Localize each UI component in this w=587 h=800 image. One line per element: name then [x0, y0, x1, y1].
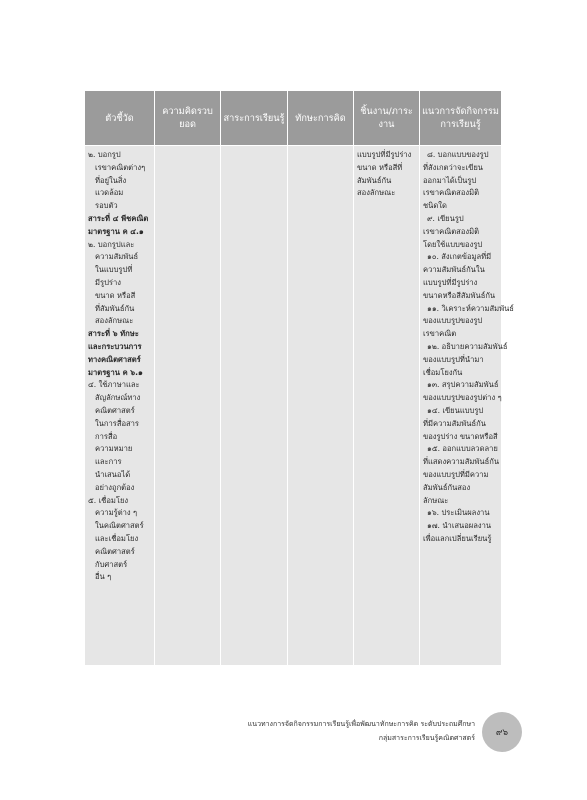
indicator-line: นำเสนอได้: [95, 469, 131, 479]
workpiece-line: ขนาด หรือสีที่: [357, 162, 403, 172]
activity-line: เชื่อมโยงกัน: [423, 367, 463, 377]
footer-book-title: แนวทางการจัดกิจกรรมการเรียนรู้เพื่อพัฒนาทักษะการคิด ระดับประถมศึกษา: [247, 720, 475, 728]
page-number: ๙๖: [495, 728, 509, 738]
indicator-line: ทางคณิตศาสตร์: [88, 354, 141, 364]
activity-line: เรขาคณิตสองมิติ: [423, 188, 480, 198]
activity-line: เรขาคณิตสองมิติ: [423, 226, 480, 236]
activity-line: ๑๐. สังเกตข้อมูลที่มี: [427, 252, 492, 262]
workpiece-line: แบบรูปที่มีรูปร่าง: [357, 150, 412, 159]
indicator-line: ความรู้ต่าง ๆ: [95, 508, 138, 518]
table-header-row: [85, 91, 502, 146]
indicator-line: ที่อยู่ในสิ่ง: [95, 175, 127, 185]
activity-line: เรขาคณิต: [423, 329, 457, 339]
header-thinking-skill: ทักษะการคิด: [288, 91, 354, 146]
indicator-line: การสื่อ: [95, 431, 118, 441]
activity-line: ความสัมพันธ์กันใน: [423, 265, 485, 275]
indicator-line: อื่น ๆ: [95, 572, 112, 582]
indicator-line: เรขาคณิตต่างๆ: [95, 162, 146, 172]
activities-cell: [420, 146, 514, 666]
activity-line: ลักษณะ: [423, 495, 449, 505]
activity-line: ๑๕. ออกแบบลวดลาย: [427, 444, 498, 454]
activity-line: ๑๖. ประเมินผลงาน: [427, 508, 490, 518]
indicator-line: ที่สัมพันธ์กัน: [95, 303, 135, 313]
activity-line: ของแบบรูปของรูป: [423, 316, 483, 326]
activity-line: ของรูปร่าง ขนาดหรือสี: [423, 431, 498, 441]
indicator-line: คณิตศาสตร์: [95, 405, 135, 415]
indicator-line: ในแบบรูปที่: [95, 265, 133, 275]
indicator-line: รอบตัว: [95, 201, 118, 211]
activity-line: ขนาดหรือสีสัมพันธ์กัน: [423, 290, 496, 300]
header-workpiece: ชิ้นงาน/ภาระงาน: [354, 91, 420, 146]
indicator-line: สาระที่ ๖ ทักษะ: [88, 329, 139, 339]
activity-line: ของแบบรูปที่มีความ: [423, 469, 489, 479]
indicator-line: กับศาสตร์: [95, 559, 128, 569]
indicator-line: สาระที่ ๔ พีชคณิต: [88, 213, 149, 223]
table-row: [85, 146, 502, 666]
activity-line: เพื่อแลกเปลี่ยนเรียนรู้: [423, 533, 492, 543]
activity-line: ๑๒. อธิบายความสัมพันธ์: [427, 341, 508, 351]
activity-line: ออกมาได้เป็นรูป: [423, 175, 477, 185]
activity-line: โดยใช้แบบของรูป: [423, 239, 483, 249]
page-number-badge: [482, 712, 522, 752]
header-concept: ความคิดรวบยอด: [155, 91, 221, 146]
indicator-line: และเชื่อมโยง: [95, 533, 139, 543]
activity-line: ที่สังเกตว่าจะเขียน: [423, 162, 483, 172]
indicator-line: มาตรฐาน ค ๔.๑: [88, 226, 144, 236]
activity-line: ๑๑. วิเคราะห์ความสัมพันธ์: [427, 303, 514, 313]
indicator-line: ๕. เชื่อมโยง: [88, 495, 129, 505]
activity-line: ๑๗. นำเสนอผลงาน: [427, 521, 492, 531]
indicator-line: มาตรฐาน ค ๖.๑: [88, 367, 143, 377]
indicator-line: และกระบวนการ: [88, 341, 142, 351]
activity-line: สัมพันธ์กันสอง: [423, 482, 471, 492]
activity-line: ๑๔. เขียนแบบรูป: [427, 405, 484, 415]
header-content: สาระการเรียนรู้: [221, 91, 288, 146]
indicator-line: ความสัมพันธ์: [95, 252, 139, 262]
workpiece-line: สัมพันธ์กัน: [357, 175, 392, 185]
indicator-line: ๔. ใช้ภาษาและ: [88, 380, 140, 390]
activity-line: ที่แสดงความสัมพันธ์กัน: [423, 457, 500, 467]
indicator-line: มีรูปร่าง: [95, 277, 121, 287]
activity-line: ๘. บอกแบบของรูป: [427, 150, 489, 159]
indicator-line: สัญลักษณ์ทาง: [95, 393, 141, 403]
indicator-line: อย่างถูกต้อง: [95, 482, 135, 492]
curriculum-table: [84, 91, 514, 665]
indicator-line: ๒. บอกรูปและ: [88, 239, 135, 249]
indicator-line: ในการสื่อสาร: [95, 418, 140, 428]
indicator-cell: [85, 146, 155, 666]
concept-cell: [155, 146, 221, 666]
header-indicator: ตัวชี้วัด: [85, 91, 155, 146]
indicator-line: ในคณิตศาสตร์: [95, 521, 144, 531]
indicator-line: ๒. บอกรูป: [88, 150, 121, 159]
activity-line: ๑๓. สรุปความสัมพันธ์: [427, 380, 499, 390]
indicator-line: ขนาด หรือสี: [95, 290, 136, 300]
header-activities: แนวการจัดกิจกรรมการเรียนรู้: [420, 91, 502, 146]
indicator-line: แวดล้อม: [95, 188, 124, 198]
activity-line: ของแบบรูปของรูปต่าง ๆ: [423, 393, 502, 403]
activity-line: แบบรูปที่มีรูปร่าง: [423, 277, 478, 287]
thinking-skill-cell: [288, 146, 354, 666]
activity-line: ๙. เขียนรูป: [427, 213, 464, 223]
indicator-line: คณิตศาสตร์: [95, 546, 135, 556]
activity-line: ที่มีความสัมพันธ์กัน: [423, 418, 486, 428]
content-cell: [221, 146, 288, 666]
workpiece-line: สองลักษณะ: [357, 188, 396, 198]
footer-subject-group: กลุ่มสาระการเรียนรู้คณิตศาสตร์: [378, 734, 475, 742]
activity-line: ของแบบรูปที่นำมา: [423, 354, 484, 364]
activity-line: ชนิดใด: [423, 201, 447, 211]
indicator-line: ความหมาย: [95, 444, 133, 454]
workpiece-cell: [354, 146, 420, 666]
indicator-line: และการ: [95, 457, 122, 467]
indicator-line: สองลักษณะ: [95, 316, 134, 326]
